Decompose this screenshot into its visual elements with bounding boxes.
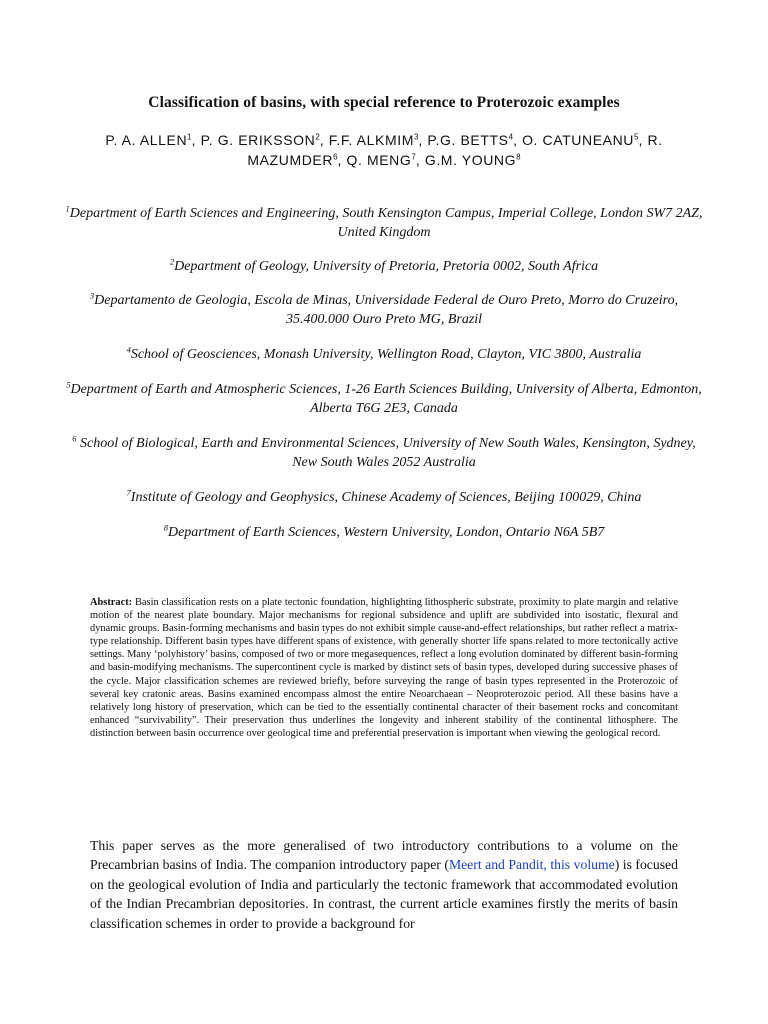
author-affiliation-marker: 3 (413, 132, 419, 142)
abstract-text: Basin classification rests on a plate tectonic foundation, highlighting lithospheric substrate, proximity to plate margin and relative motion of the nearest plate boundary. Major mechanisms for regional subsidence and uplift are subdivided into isostatic, flexural and dynamic groups. Basin-forming mechanisms and basin types do not exhibit simple cause-and-effect relationships, but rather reflect a matrix-type relationship. Different basin types have different spans of existence, with generally shorter life spans related to more tectonically active settings. Many ‘polyhistory’ basins, composed of two or more megasequences, reflect a long evolution dominated by different basin-forming and basin-modifying mechanisms. The supercontinent cycle is marked by distinct sets of basin types, developed during successive phases of the cycle. Major classification schemes are reviewed briefly, before surveying the range of basin types represented in the Proterozoic of several key cratonic areas. Basins examined encompass almost the entire Neoarchaean – Neoproterozoic period. All these basins have a relatively long history of preservation, which can be tied to the essentially continental character of their basement rocks and concomitant enhanced “survivability”. Their preservation thus underlines the longevity and inherent stability of the continental lithosphere. The distinction between basin occurrence over geological time and preferential preservation is important when viewing the geological record. (90, 597, 678, 739)
author-separator: , (418, 132, 428, 148)
affiliation-marker: 6 (72, 433, 77, 444)
affiliation-text: Department of Earth Sciences and Engineering, South Kensington Campus, Imperial College, London SW7 2AZ, United Kingdom (69, 206, 703, 240)
author-name: O. CATUNEANU (522, 132, 635, 148)
paper-title: Classification of basins, with special reference to Proterozoic examples (148, 94, 620, 111)
affiliation-text: Departamento de Geologia, Escola de Minas, Universidade Federal de Ouro Preto, Morro do Cruzeiro, 35.400.000 Ouro Preto MG, Brazil (94, 293, 679, 327)
affiliation-text: School of Geosciences, Monash University, Wellington Road, Clayton, VIC 3800, Australia (130, 347, 642, 362)
author-affiliation-marker: 6 (333, 152, 338, 162)
author-name: R. MAZUMDER (247, 132, 663, 168)
affiliation-text: Department of Geology, University of Pretoria, Pretoria 0002, South Africa (174, 259, 599, 274)
affiliation-2 (60, 257, 708, 276)
abstract-label: Abstract: (90, 597, 133, 608)
affiliation-marker: 3 (89, 290, 95, 301)
affiliation-4 (40, 345, 728, 364)
author-affiliation-marker: 5 (634, 132, 639, 142)
affiliation-3 (60, 291, 708, 329)
affiliation-6 (60, 434, 708, 472)
author-separator: , (638, 132, 648, 148)
author-name: P.G. BETTS (427, 132, 509, 148)
affiliation-marker: 8 (163, 522, 168, 533)
affiliation-marker: 4 (126, 344, 131, 355)
author-affiliation-marker: 2 (315, 132, 320, 142)
author-list (90, 130, 678, 170)
affiliation-marker: 2 (169, 256, 175, 267)
affiliation-marker: 5 (66, 379, 71, 390)
author-separator: , (337, 152, 347, 168)
author-separator: , (415, 152, 425, 168)
citation-link[interactable]: Meert and Pandit, this volume (448, 857, 615, 873)
author-name: F.F. ALKMIM (328, 132, 414, 148)
author-name: P. G. ERIKSSON (200, 132, 316, 148)
affiliation-marker: 7 (126, 487, 131, 498)
author-separator: , (319, 132, 329, 148)
intro-paragraph (90, 836, 678, 933)
author-name: P. A. ALLEN (105, 132, 188, 148)
paragraph-text: ) is focused on the geological evolution of India and particularly the tectonic framework that accommodated evolution of the Indian Precambrian depositories. In contrast, the current article examines firstly the merits of basin classification schemes in order to provide a background for (90, 857, 678, 931)
affiliation-text: School of Biological, Earth and Environmental Sciences, University of New South Wales, Kensington, Sydney, New South Wales 2052 Australia (76, 436, 696, 470)
author-separator: , (513, 132, 523, 148)
author-affiliation-marker: 7 (411, 152, 416, 162)
affiliation-marker: 1 (65, 203, 70, 214)
affiliation-1 (60, 204, 708, 242)
affiliation-7 (60, 488, 708, 507)
affiliation-5 (60, 380, 708, 418)
author-affiliation-marker: 1 (187, 132, 192, 142)
abstract (90, 596, 678, 740)
author-separator: , (191, 132, 201, 148)
affiliation-8 (60, 523, 708, 542)
author-name: G.M. YOUNG (424, 152, 517, 168)
affiliation-text: Department of Earth and Atmospheric Sciences, 1-26 Earth Sciences Building, University of Alberta, Edmonton, Alberta T6G 2E3, Canada (70, 382, 702, 416)
affiliation-text: Institute of Geology and Geophysics, Chinese Academy of Sciences, Beijing 100029, China (130, 490, 642, 505)
affiliation-text: Department of Earth Sciences, Western University, London, Ontario N6A 5B7 (167, 525, 605, 540)
paragraph-text: This paper serves as the more generalised of two introductory contributions to a volume on the Precambrian basins of India. The companion introductory paper ( (90, 838, 678, 873)
author-affiliation-marker: 8 (516, 152, 521, 162)
author-name: Q. MENG (346, 152, 412, 168)
author-affiliation-marker: 4 (508, 132, 514, 142)
